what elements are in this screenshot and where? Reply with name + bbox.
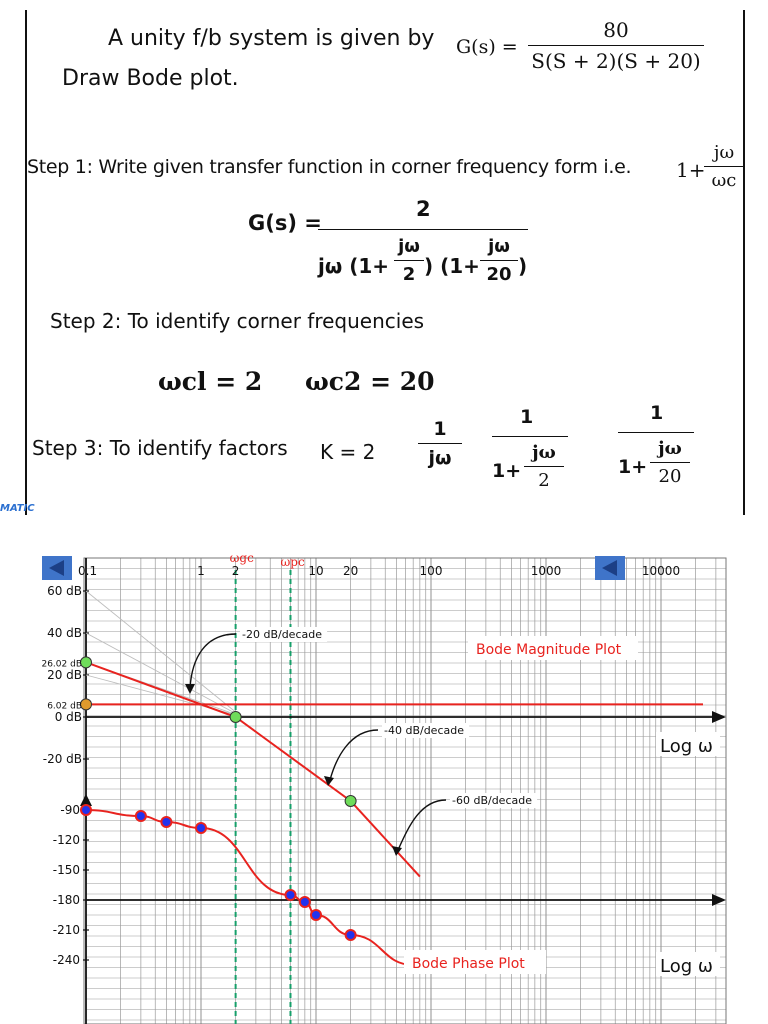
problem-transfer-fraction (528, 18, 704, 73)
step1-form-num: jω (713, 142, 735, 163)
step1-main-fraction-bar (318, 229, 528, 230)
step3-f2-den-fraction (524, 442, 564, 491)
step1-den-f2-num: jω (488, 236, 510, 257)
mag-y-tick-label: 20 dB (47, 668, 82, 682)
step1-den-f2-den: 20 (486, 264, 512, 285)
magnitude-marker (345, 796, 356, 807)
step1-den-c: ) (518, 254, 528, 278)
phase-plot-title: Bode Phase Plot (412, 956, 525, 972)
step3-f2-den-prefix: 1+ (492, 460, 522, 482)
left-margin-line (25, 10, 27, 515)
phase-marker (161, 817, 171, 827)
step3-f2-den-num: jω (532, 442, 556, 463)
phase-y-tick-label: -150 (52, 863, 80, 877)
step3-f3-den-den: 20 (658, 466, 682, 487)
step3-f3-bar (618, 432, 694, 433)
problem-g-lhs: G(s) = (456, 36, 518, 58)
phase-marker (285, 890, 295, 900)
step1-form-fraction (704, 142, 744, 191)
step3-f3-den-fraction (650, 438, 690, 487)
step1-g-num: 2 (416, 197, 431, 221)
mag-y-tick-label: 40 dB (47, 626, 82, 640)
wpc-label: ωpc (280, 555, 305, 569)
phase-y-tick-label: -90 (60, 803, 80, 817)
wgc-label: ωgc (229, 551, 254, 565)
step3-f3-num: 1 (650, 402, 664, 424)
step2-wc1: ωcl = 2 (158, 367, 263, 396)
bode-plot-chart (0, 548, 768, 1024)
x-tick-label: 10 (308, 564, 324, 578)
step3-f2-num: 1 (520, 406, 534, 428)
step1-den-b: ) (1+ (424, 254, 480, 278)
phase-marker (300, 897, 310, 907)
x-tick-label: 2 (231, 564, 240, 578)
x-tick-label: 10000 (641, 564, 681, 578)
step1-text: Step 1: Write given transfer function in corner frequency form i.e. (27, 156, 632, 178)
problem-g-numerator: 80 (603, 18, 629, 42)
step3-f3-den-num: jω (658, 438, 682, 459)
step3-f1-den: jω (428, 447, 452, 469)
slope-annotation-20: -20 dB/decade (242, 628, 322, 641)
phase-y-tick-label: -240 (52, 953, 80, 967)
step3-f2-bar (492, 436, 568, 437)
magnitude-plot-title: Bode Magnitude Plot (476, 642, 622, 658)
phase-y-tick-label: -120 (52, 833, 80, 847)
phase-marker (81, 805, 91, 815)
phase-y-tick-label: -210 (52, 923, 80, 937)
slope-annotation-40: -40 dB/decade (384, 724, 464, 737)
step2-text: Step 2: To identify corner frequencies (50, 309, 425, 333)
step2-wc2: ωc2 = 20 (305, 367, 435, 396)
step1-den-f1-num: jω (398, 236, 420, 257)
phase-marker (136, 811, 146, 821)
phase-marker (311, 910, 321, 920)
step1-g-lhs: G(s) = (248, 211, 322, 235)
step1-den-fraction1 (394, 236, 424, 285)
step1-den-a: jω (1+ (318, 254, 390, 278)
x-tick-label: 100 (419, 564, 443, 578)
mag-y-tick-label: 26.02 dB (41, 659, 82, 670)
mag-y-tick-label: 0 dB (54, 710, 82, 724)
phase-marker (196, 823, 206, 833)
x-tick-label: 20 (342, 564, 359, 578)
step1-den-fraction2 (480, 236, 518, 285)
mag-y-tick-label: 60 dB (47, 584, 82, 598)
step3-text: Step 3: To identify factors (32, 436, 288, 460)
problem-line2: Draw Bode plot. (62, 66, 239, 91)
x-tick-label: 1000 (530, 564, 562, 578)
step1-form-den: ωc (711, 170, 737, 191)
x-tick-label: 0.1 (78, 564, 98, 578)
phase-marker (346, 930, 356, 940)
magnitude-marker (81, 657, 92, 668)
right-margin-line (743, 10, 745, 515)
step3-f2-den-den: 2 (538, 470, 550, 491)
x-tick-label: 1 (197, 564, 205, 578)
step3-k: K = 2 (320, 440, 376, 464)
phase-x-axis-label: Log ω (660, 956, 713, 977)
phase-y-tick-label: -180 (52, 893, 80, 907)
mag-y-tick-label: -20 dB (42, 752, 82, 766)
problem-line1: A unity f/b system is given by (108, 26, 435, 51)
magnitude-x-axis-label: Log ω (660, 736, 713, 757)
step3-f3-den-prefix: 1+ (618, 456, 648, 478)
step3-factor1 (418, 418, 462, 469)
watermark-text: MATIC (0, 503, 35, 514)
magnitude-marker (230, 712, 241, 723)
step3-f1-num: 1 (433, 418, 447, 440)
slope-annotation-60: -60 dB/decade (452, 794, 532, 807)
step1-form-prefix: 1+ (676, 158, 706, 182)
magnitude-marker (81, 699, 92, 710)
mag-y-tick-label: 6.02 dB (47, 701, 82, 712)
problem-g-denominator: S(S + 2)(S + 20) (531, 49, 701, 73)
step1-den-f1-den: 2 (402, 264, 416, 285)
